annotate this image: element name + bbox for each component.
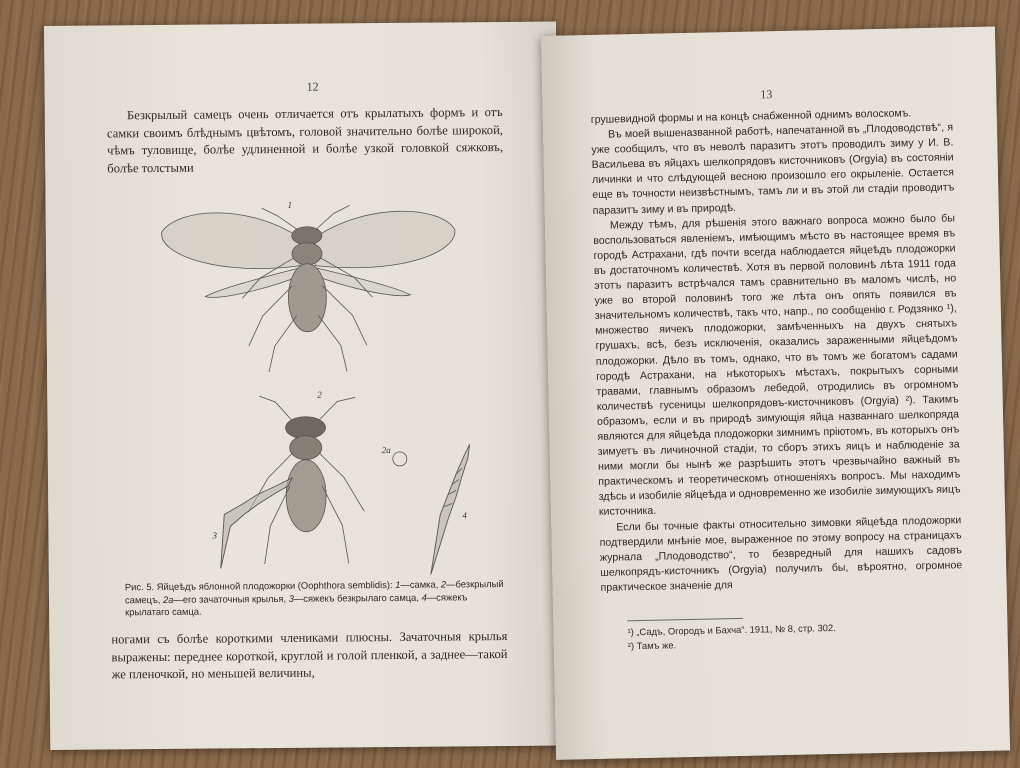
winged-female-drawing xyxy=(161,204,456,373)
paragraph-text: Между тѣмъ, для рѣшенія этого важнаго вопроса можно было бы воспользоваться явленіемъ, имѣющимъ мѣсто въ настоящее время въ городѣ Астрахани, гдѣ почти всегда наблюдается яйцеѣдъ плодожорки въ достаточномъ количествѣ. Хотя въ первой половинѣ лѣта 1911 года этотъ паразитъ встрѣчался тамъ сравнительно въ маломъ числѣ, но уже во второй половинѣ того же лѣта онъ опять появился въ значительномъ количествѣ, такъ что, напр., по сообщенію г. Родзянко ¹), множество яичекъ плодожорки, замѣченныхъ на двухъ снятыхъ грушахъ, всѣ, безъ исключенія, оказались зараженными яйцеѣдомъ плодожорки. Дѣло въ томъ, однако, что въ томъ же богатомъ садами городѣ Астрахани, на нѣкоторыхъ мѣстахъ, покрытыхъ сорными травами, главнымъ образомъ лебедой, отродились въ огромномъ количествѣ гусеницы шелкопрядовъ-кисточниковъ (Orgyia) ²). Такимъ образомъ, если и въ природѣ зимующія яйца названнаго шелкопряда являются для яйцеѣда плодожорки зимнимъ пріютомъ, въ которыхъ онъ зимуетъ въ личиночной стадіи, то сборъ этихъ яицъ и наблюденіе за ними могли бы нынѣ же разрѣшить этотъ чрезвычайно важный въ практическомъ и теоретическомъ отношеніяхъ вопросъ. Мы находимъ здѣсь и изобиліе яйцеѣда и одновременно же изобиліе зимующихъ яицъ кисточника. xyxy=(593,212,961,519)
right-body-text xyxy=(591,105,963,595)
left-bottom-paragraph xyxy=(111,628,507,684)
figure-label-3: 3 xyxy=(212,530,217,541)
footnote-divider xyxy=(627,618,743,621)
caption-part: —его зачаточныя крылья, xyxy=(173,592,287,605)
caption-part: —самка, xyxy=(400,578,439,590)
figure-label-1: 1 xyxy=(287,199,293,210)
footnote-1: ¹) „Садъ, Огородъ и Бахча“. 1911, № 8, стр. 302. xyxy=(627,621,836,638)
figure-label-2a: 2a xyxy=(381,444,391,456)
left-top-paragraph xyxy=(107,104,504,177)
page-number: 13 xyxy=(760,87,773,102)
wingless-male-drawing xyxy=(247,395,407,564)
caption-part: —безкрылый самецъ, xyxy=(124,578,504,605)
caption-label: 1 xyxy=(395,578,401,590)
caption-label: 2 xyxy=(440,578,447,590)
paragraph-text: ногами съ болѣе короткими члениками плюсны. Зачаточныя крылья выражены: переднее короткой, круглой и голой пленкой, а заднее—такой же пленочкой, но меньшей величины, xyxy=(111,628,508,682)
left-page xyxy=(44,22,562,750)
paragraph-text: Въ моей вышеназванной работѣ, напечатанной въ „Плодоводствѣ“, я уже сообщилъ, что въ неволѣ паразитъ этотъ проводилъ зиму у И. В. Васильева въ яйцахъ шелкопрядовъ кисточниковъ (Orgyia) въ состояніи личинки и что слѣдующей весною произошло его окрыленіе. Остается еще въ точности неизвѣстнымъ, тамъ ли и въ этой ли стадіи проводитъ паразитъ зиму и въ природѣ. xyxy=(591,121,955,217)
page-number: 12 xyxy=(306,79,319,94)
figure-caption xyxy=(125,578,505,619)
caption-part: —сяжекъ крылатаго самца. xyxy=(125,590,468,618)
caption-prefix: Рис. 5. Яйцеѣдъ яблонной плодожорки (Oophthora semblidis): xyxy=(124,578,393,593)
insect-illustration xyxy=(149,194,472,577)
caption-label: 3 xyxy=(288,592,294,604)
caption-label: 4 xyxy=(421,591,427,603)
right-page xyxy=(541,26,1010,759)
footnotes xyxy=(627,619,948,654)
footnote-2: ²) Тамъ же. xyxy=(627,639,677,652)
antenna-drawings xyxy=(220,444,471,576)
figure-label-4: 4 xyxy=(462,510,467,521)
paragraph-text: грушевидной формы и на концѣ снабженной однимъ волоскомъ. xyxy=(590,107,912,126)
paragraph-text: Если бы точные факты относительно зимовки яйцеѣда плодожорки подтвердили мнѣніе мое, выраженное по этому вопросу на страницахъ журнала „Плодоводство“, то безвредный для нашихъ садовъ шелкопрядъ-кисточникъ (Orgyia) получилъ бы, вѣроятно, огромное практическое значеніе для xyxy=(599,513,963,594)
caption-part: —сяжекъ безкрылаго самца, xyxy=(293,591,419,604)
figure-svg xyxy=(149,194,472,577)
paragraph-text: Безкрылый самецъ очень отличается отъ крылатыхъ формъ и отъ самки своимъ блѣднымъ цвѣтомъ, головой значительно болѣе широкой, чѣмъ туловище, болѣе удлиненной и болѣе узкой головкой сяжковъ, болѣе толстыми xyxy=(106,105,504,175)
figure-label-2: 2 xyxy=(317,389,322,400)
caption-label: 2a xyxy=(162,593,174,605)
